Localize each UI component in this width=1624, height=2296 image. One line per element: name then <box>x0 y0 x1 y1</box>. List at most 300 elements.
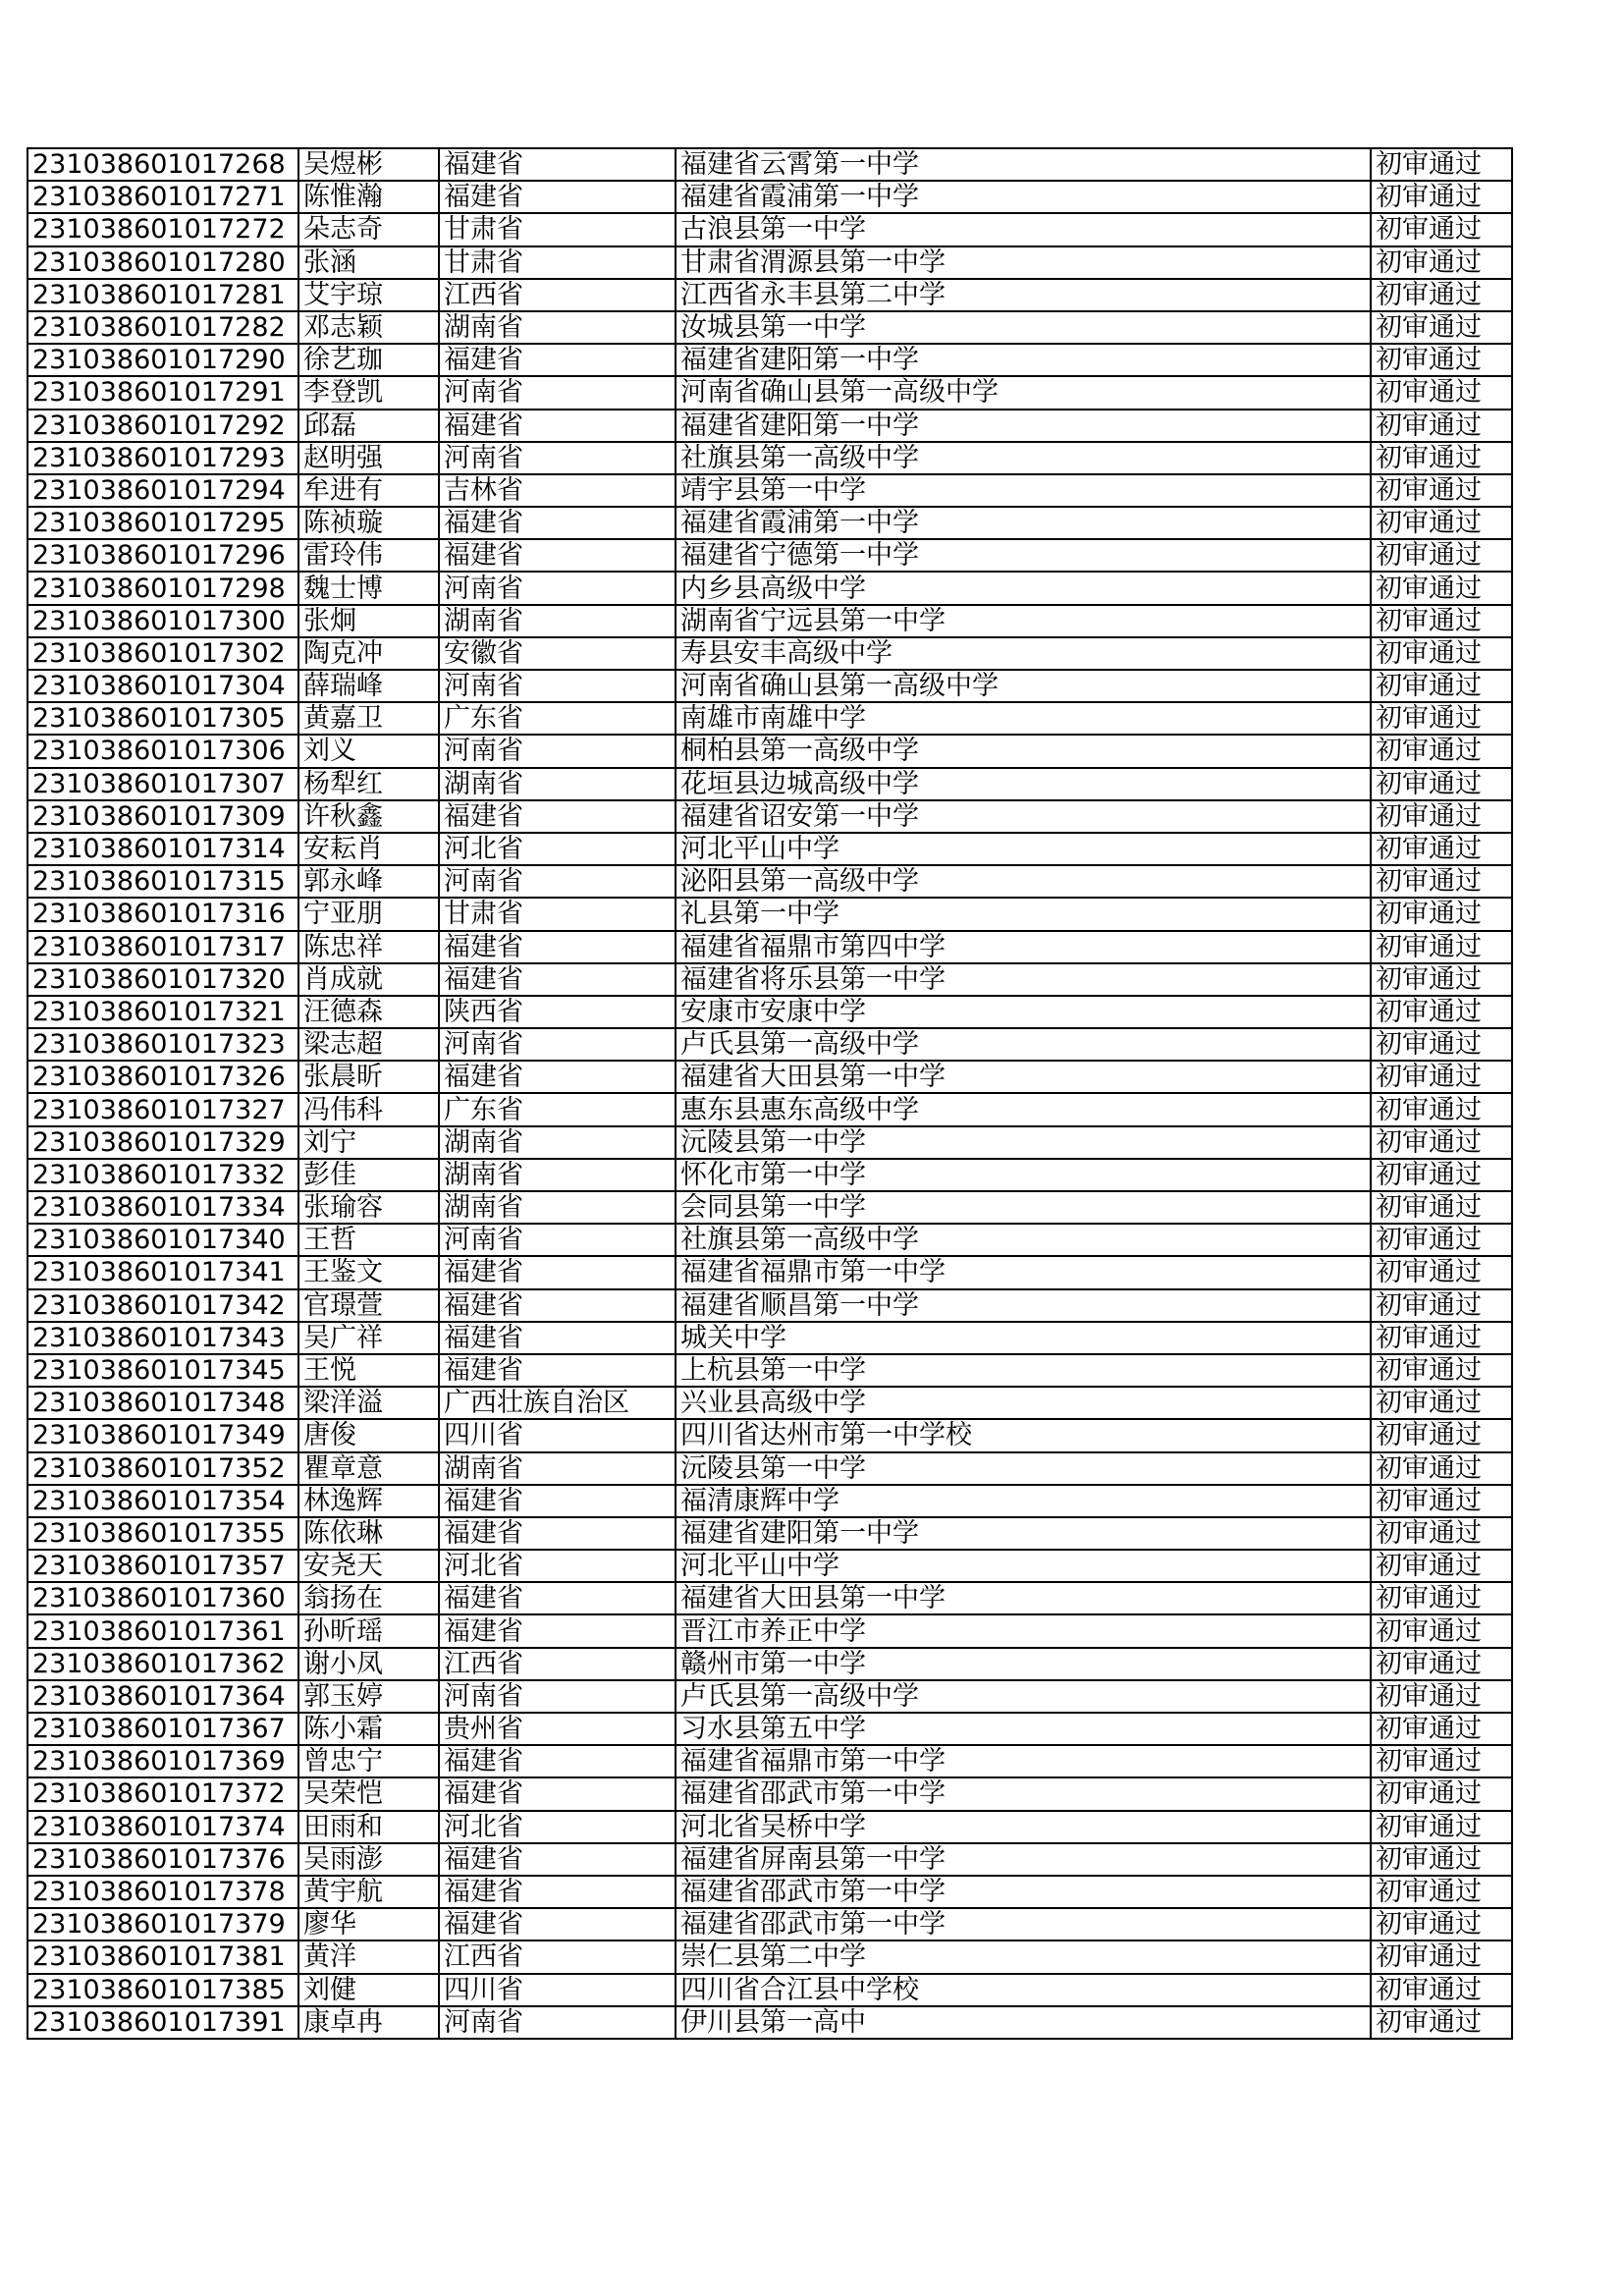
school-cell: 江西省永丰县第二中学 <box>676 279 1371 311</box>
status-cell: 初审通过 <box>1371 1908 1512 1941</box>
school-cell: 福建省霞浦第一中学 <box>676 181 1371 213</box>
province-cell: 湖南省 <box>439 311 676 344</box>
table-row <box>27 605 1526 637</box>
school-cell: 社旗县第一高级中学 <box>676 1224 1371 1256</box>
status-cell: 初审通过 <box>1371 279 1512 311</box>
school-cell: 社旗县第一高级中学 <box>676 442 1371 474</box>
applicant-id-cell: 231038601017305 <box>27 702 298 735</box>
name-cell: 廖华 <box>298 1908 439 1941</box>
applicant-id-cell: 231038601017315 <box>27 865 298 898</box>
applicant-id-cell: 231038601017341 <box>27 1256 298 1288</box>
table-row <box>27 474 1526 507</box>
school-cell: 福建省福鼎市第一中学 <box>676 1256 1371 1288</box>
empty-cell <box>1512 670 1526 702</box>
applicant-id-cell: 231038601017327 <box>27 1093 298 1125</box>
status-cell: 初审通过 <box>1371 865 1512 898</box>
name-cell: 王鉴文 <box>298 1256 439 1288</box>
table-row <box>27 1387 1526 1419</box>
name-cell: 安耘肖 <box>298 833 439 865</box>
name-cell: 肖成就 <box>298 963 439 996</box>
school-cell: 河南省确山县第一高级中学 <box>676 376 1371 409</box>
school-cell: 河北省吴桥中学 <box>676 1811 1371 1843</box>
province-cell: 河南省 <box>439 1224 676 1256</box>
province-cell: 广东省 <box>439 1093 676 1125</box>
province-cell: 福建省 <box>439 1614 676 1647</box>
applicant-id-cell: 231038601017391 <box>27 2006 298 2039</box>
status-cell: 初审通过 <box>1371 1485 1512 1517</box>
table-row <box>27 1224 1526 1256</box>
school-cell: 沅陵县第一中学 <box>676 1452 1371 1485</box>
table-row <box>27 279 1526 311</box>
status-cell: 初审通过 <box>1371 1093 1512 1125</box>
applicant-id-cell: 231038601017281 <box>27 279 298 311</box>
empty-cell <box>1512 148 1526 181</box>
empty-cell <box>1512 1159 1526 1191</box>
empty-cell <box>1512 376 1526 409</box>
school-cell: 福建省邵武市第一中学 <box>676 1876 1371 1908</box>
status-cell: 初审通过 <box>1371 1941 1512 1973</box>
applicant-id-cell: 231038601017352 <box>27 1452 298 1485</box>
school-cell: 湖南省宁远县第一中学 <box>676 605 1371 637</box>
school-cell: 福建省宁德第一中学 <box>676 539 1371 572</box>
status-cell: 初审通过 <box>1371 181 1512 213</box>
school-cell: 兴业县高级中学 <box>676 1387 1371 1419</box>
applicant-id-cell: 231038601017316 <box>27 898 298 930</box>
school-cell: 福建省建阳第一中学 <box>676 410 1371 442</box>
table-row <box>27 768 1526 800</box>
name-cell: 刘宁 <box>298 1126 439 1159</box>
table-row <box>27 1256 1526 1288</box>
status-cell: 初审通过 <box>1371 1745 1512 1777</box>
name-cell: 田雨和 <box>298 1811 439 1843</box>
table-row <box>27 1713 1526 1745</box>
table-row <box>27 898 1526 930</box>
school-cell: 河南省确山县第一高级中学 <box>676 670 1371 702</box>
empty-cell <box>1512 474 1526 507</box>
province-cell: 甘肃省 <box>439 213 676 246</box>
empty-cell <box>1512 1843 1526 1876</box>
status-cell: 初审通过 <box>1371 898 1512 930</box>
name-cell: 彭佳 <box>298 1159 439 1191</box>
applicant-id-cell: 231038601017292 <box>27 410 298 442</box>
name-cell: 黄嘉卫 <box>298 702 439 735</box>
status-cell: 初审通过 <box>1371 800 1512 833</box>
school-cell: 福建省福鼎市第一中学 <box>676 1745 1371 1777</box>
applicant-id-cell: 231038601017298 <box>27 572 298 604</box>
school-cell: 福建省邵武市第一中学 <box>676 1908 1371 1941</box>
school-cell: 福建省福鼎市第四中学 <box>676 931 1371 963</box>
school-cell: 甘肃省渭源县第一中学 <box>676 246 1371 279</box>
status-cell: 初审通过 <box>1371 376 1512 409</box>
status-cell: 初审通过 <box>1371 1614 1512 1647</box>
school-cell: 南雄市南雄中学 <box>676 702 1371 735</box>
province-cell: 河南省 <box>439 572 676 604</box>
name-cell: 林逸辉 <box>298 1485 439 1517</box>
province-cell: 河南省 <box>439 442 676 474</box>
empty-cell <box>1512 1485 1526 1517</box>
table-row <box>27 963 1526 996</box>
table-row <box>27 539 1526 572</box>
applicant-id-cell: 231038601017357 <box>27 1550 298 1582</box>
name-cell: 冯伟科 <box>298 1093 439 1125</box>
school-cell: 福建省大田县第一中学 <box>676 1582 1371 1614</box>
name-cell: 陈惟瀚 <box>298 181 439 213</box>
table-row <box>27 344 1526 376</box>
table-row <box>27 507 1526 539</box>
applicant-id-cell: 231038601017296 <box>27 539 298 572</box>
school-cell: 卢氏县第一高级中学 <box>676 1680 1371 1713</box>
empty-cell <box>1512 442 1526 474</box>
table-row <box>27 1061 1526 1093</box>
status-cell: 初审通过 <box>1371 1159 1512 1191</box>
empty-cell <box>1512 1452 1526 1485</box>
status-cell: 初审通过 <box>1371 410 1512 442</box>
name-cell: 唐俊 <box>298 1419 439 1451</box>
status-cell: 初审通过 <box>1371 1419 1512 1451</box>
applicant-id-cell: 231038601017320 <box>27 963 298 996</box>
table-row <box>27 1680 1526 1713</box>
school-cell: 福建省诏安第一中学 <box>676 800 1371 833</box>
applicant-id-cell: 231038601017291 <box>27 376 298 409</box>
province-cell: 福建省 <box>439 1745 676 1777</box>
table-row <box>27 1322 1526 1354</box>
province-cell: 广东省 <box>439 702 676 735</box>
table-row <box>27 442 1526 474</box>
table-row <box>27 246 1526 279</box>
applicant-id-cell: 231038601017376 <box>27 1843 298 1876</box>
name-cell: 刘义 <box>298 735 439 767</box>
school-cell: 赣州市第一中学 <box>676 1648 1371 1680</box>
empty-cell <box>1512 702 1526 735</box>
empty-cell <box>1512 1093 1526 1125</box>
applicant-id-cell: 231038601017294 <box>27 474 298 507</box>
applicant-id-cell: 231038601017379 <box>27 1908 298 1941</box>
empty-cell <box>1512 1322 1526 1354</box>
empty-cell <box>1512 1387 1526 1419</box>
name-cell: 薛瑞峰 <box>298 670 439 702</box>
status-cell: 初审通过 <box>1371 1191 1512 1224</box>
applicant-id-cell: 231038601017282 <box>27 311 298 344</box>
table-row <box>27 1550 1526 1582</box>
table-row <box>27 1159 1526 1191</box>
status-cell: 初审通过 <box>1371 735 1512 767</box>
province-cell: 河南省 <box>439 865 676 898</box>
province-cell: 福建省 <box>439 181 676 213</box>
province-cell: 福建省 <box>439 539 676 572</box>
province-cell: 福建省 <box>439 1843 676 1876</box>
name-cell: 邓志颖 <box>298 311 439 344</box>
table-row <box>27 1811 1526 1843</box>
applicant-id-cell: 231038601017268 <box>27 148 298 181</box>
school-cell: 会同县第一中学 <box>676 1191 1371 1224</box>
province-cell: 湖南省 <box>439 768 676 800</box>
name-cell: 邱磊 <box>298 410 439 442</box>
province-cell: 甘肃省 <box>439 898 676 930</box>
status-cell: 初审通过 <box>1371 442 1512 474</box>
status-cell: 初审通过 <box>1371 1256 1512 1288</box>
province-cell: 福建省 <box>439 1908 676 1941</box>
province-cell: 湖南省 <box>439 1452 676 1485</box>
province-cell: 河南省 <box>439 376 676 409</box>
school-cell: 四川省合江县中学校 <box>676 1974 1371 2006</box>
status-cell: 初审通过 <box>1371 1126 1512 1159</box>
province-cell: 河北省 <box>439 1550 676 1582</box>
school-cell: 福建省大田县第一中学 <box>676 1061 1371 1093</box>
status-cell: 初审通过 <box>1371 996 1512 1028</box>
school-cell: 城关中学 <box>676 1322 1371 1354</box>
empty-cell <box>1512 1191 1526 1224</box>
name-cell: 吴荣恺 <box>298 1777 439 1810</box>
name-cell: 陈忠祥 <box>298 931 439 963</box>
applicant-id-cell: 231038601017345 <box>27 1354 298 1387</box>
empty-cell <box>1512 1028 1526 1061</box>
school-cell: 福建省霞浦第一中学 <box>676 507 1371 539</box>
empty-cell <box>1512 1745 1526 1777</box>
name-cell: 陈依琳 <box>298 1517 439 1550</box>
province-cell: 湖南省 <box>439 1159 676 1191</box>
province-cell: 福建省 <box>439 344 676 376</box>
province-cell: 四川省 <box>439 1419 676 1451</box>
status-cell: 初审通过 <box>1371 1648 1512 1680</box>
table-row <box>27 1028 1526 1061</box>
applicant-id-cell: 231038601017367 <box>27 1713 298 1745</box>
empty-cell <box>1512 1680 1526 1713</box>
applicant-id-cell: 231038601017361 <box>27 1614 298 1647</box>
province-cell: 河南省 <box>439 1028 676 1061</box>
name-cell: 张瑜容 <box>298 1191 439 1224</box>
table-row <box>27 1093 1526 1125</box>
status-cell: 初审通过 <box>1371 1582 1512 1614</box>
name-cell: 牟进有 <box>298 474 439 507</box>
table-row <box>27 1289 1526 1322</box>
empty-cell <box>1512 181 1526 213</box>
applicant-id-cell: 231038601017349 <box>27 1419 298 1451</box>
table-row <box>27 1843 1526 1876</box>
province-cell: 甘肃省 <box>439 246 676 279</box>
province-cell: 福建省 <box>439 507 676 539</box>
applicant-id-cell: 231038601017334 <box>27 1191 298 1224</box>
empty-cell <box>1512 996 1526 1028</box>
name-cell: 王哲 <box>298 1224 439 1256</box>
name-cell: 孙昕瑶 <box>298 1614 439 1647</box>
school-cell: 泌阳县第一高级中学 <box>676 865 1371 898</box>
status-cell: 初审通过 <box>1371 1974 1512 2006</box>
status-cell: 初审通过 <box>1371 474 1512 507</box>
school-cell: 伊川县第一高中 <box>676 2006 1371 2039</box>
empty-cell <box>1512 213 1526 246</box>
school-cell: 沅陵县第一中学 <box>676 1126 1371 1159</box>
table-row <box>27 833 1526 865</box>
province-cell: 贵州省 <box>439 1713 676 1745</box>
applicant-id-cell: 231038601017374 <box>27 1811 298 1843</box>
name-cell: 官璟萱 <box>298 1289 439 1322</box>
empty-cell <box>1512 800 1526 833</box>
empty-cell <box>1512 833 1526 865</box>
status-cell: 初审通过 <box>1371 246 1512 279</box>
empty-cell <box>1512 507 1526 539</box>
empty-cell <box>1512 605 1526 637</box>
table-row <box>27 311 1526 344</box>
name-cell: 康卓冉 <box>298 2006 439 2039</box>
table-row <box>27 1191 1526 1224</box>
empty-cell <box>1512 1941 1526 1973</box>
empty-cell <box>1512 1550 1526 1582</box>
school-cell: 福建省建阳第一中学 <box>676 1517 1371 1550</box>
table-row <box>27 670 1526 702</box>
applicant-id-cell: 231038601017378 <box>27 1876 298 1908</box>
name-cell: 宁亚朋 <box>298 898 439 930</box>
applicant-id-cell: 231038601017272 <box>27 213 298 246</box>
applicant-id-cell: 231038601017369 <box>27 1745 298 1777</box>
school-cell: 福建省云霄第一中学 <box>676 148 1371 181</box>
empty-cell <box>1512 572 1526 604</box>
applicant-id-cell: 231038601017340 <box>27 1224 298 1256</box>
province-cell: 河南省 <box>439 1680 676 1713</box>
name-cell: 刘健 <box>298 1974 439 2006</box>
empty-cell <box>1512 1974 1526 2006</box>
empty-cell <box>1512 1908 1526 1941</box>
empty-cell <box>1512 1289 1526 1322</box>
empty-cell <box>1512 637 1526 670</box>
province-cell: 福建省 <box>439 1485 676 1517</box>
applicant-id-cell: 231038601017326 <box>27 1061 298 1093</box>
applicant-id-cell: 231038601017372 <box>27 1777 298 1810</box>
province-cell: 河北省 <box>439 833 676 865</box>
applicant-id-cell: 231038601017317 <box>27 931 298 963</box>
status-cell: 初审通过 <box>1371 1777 1512 1810</box>
applicant-id-cell: 231038601017348 <box>27 1387 298 1419</box>
name-cell: 陶克冲 <box>298 637 439 670</box>
school-cell: 习水县第五中学 <box>676 1713 1371 1745</box>
applicant-id-cell: 231038601017271 <box>27 181 298 213</box>
applicant-id-cell: 231038601017290 <box>27 344 298 376</box>
table-row <box>27 1485 1526 1517</box>
school-cell: 靖宇县第一中学 <box>676 474 1371 507</box>
province-cell: 安徽省 <box>439 637 676 670</box>
status-cell: 初审通过 <box>1371 605 1512 637</box>
province-cell: 福建省 <box>439 963 676 996</box>
status-cell: 初审通过 <box>1371 637 1512 670</box>
status-cell: 初审通过 <box>1371 670 1512 702</box>
status-cell: 初审通过 <box>1371 931 1512 963</box>
school-cell: 礼县第一中学 <box>676 898 1371 930</box>
status-cell: 初审通过 <box>1371 213 1512 246</box>
school-cell: 内乡县高级中学 <box>676 572 1371 604</box>
empty-cell <box>1512 410 1526 442</box>
status-cell: 初审通过 <box>1371 2006 1512 2039</box>
school-cell: 卢氏县第一高级中学 <box>676 1028 1371 1061</box>
name-cell: 汪德森 <box>298 996 439 1028</box>
school-cell: 惠东县惠东高级中学 <box>676 1093 1371 1125</box>
review-results-table <box>27 147 1526 2040</box>
applicant-id-cell: 231038601017342 <box>27 1289 298 1322</box>
table-row <box>27 1974 1526 2006</box>
school-cell: 河北平山中学 <box>676 1550 1371 1582</box>
table-row <box>27 1876 1526 1908</box>
name-cell: 郭玉婷 <box>298 1680 439 1713</box>
status-cell: 初审通过 <box>1371 344 1512 376</box>
empty-cell <box>1512 1061 1526 1093</box>
name-cell: 黄洋 <box>298 1941 439 1973</box>
status-cell: 初审通过 <box>1371 963 1512 996</box>
table-row <box>27 148 1526 181</box>
province-cell: 江西省 <box>439 1648 676 1680</box>
province-cell: 福建省 <box>439 931 676 963</box>
applicant-id-cell: 231038601017307 <box>27 768 298 800</box>
empty-cell <box>1512 1713 1526 1745</box>
name-cell: 曾忠宁 <box>298 1745 439 1777</box>
applicant-id-cell: 231038601017385 <box>27 1974 298 2006</box>
province-cell: 福建省 <box>439 1517 676 1550</box>
province-cell: 江西省 <box>439 1941 676 1973</box>
school-cell: 汝城县第一中学 <box>676 311 1371 344</box>
applicant-id-cell: 231038601017300 <box>27 605 298 637</box>
name-cell: 朵志奇 <box>298 213 439 246</box>
province-cell: 福建省 <box>439 410 676 442</box>
table-row <box>27 2006 1526 2039</box>
school-cell: 福建省屏南县第一中学 <box>676 1843 1371 1876</box>
status-cell: 初审通过 <box>1371 1061 1512 1093</box>
name-cell: 安尧天 <box>298 1550 439 1582</box>
school-cell: 上杭县第一中学 <box>676 1354 1371 1387</box>
table-row <box>27 637 1526 670</box>
table-row <box>27 931 1526 963</box>
applicant-id-cell: 231038601017355 <box>27 1517 298 1550</box>
status-cell: 初审通过 <box>1371 1811 1512 1843</box>
status-cell: 初审通过 <box>1371 1843 1512 1876</box>
province-cell: 湖南省 <box>439 1191 676 1224</box>
status-cell: 初审通过 <box>1371 1224 1512 1256</box>
school-cell: 四川省达州市第一中学校 <box>676 1419 1371 1451</box>
empty-cell <box>1512 898 1526 930</box>
name-cell: 郭永峰 <box>298 865 439 898</box>
school-cell: 福建省将乐县第一中学 <box>676 963 1371 996</box>
table-row <box>27 996 1526 1028</box>
province-cell: 福建省 <box>439 1876 676 1908</box>
empty-cell <box>1512 1582 1526 1614</box>
table-row <box>27 1517 1526 1550</box>
status-cell: 初审通过 <box>1371 1517 1512 1550</box>
name-cell: 陈祯璇 <box>298 507 439 539</box>
school-cell: 怀化市第一中学 <box>676 1159 1371 1191</box>
applicant-id-cell: 231038601017302 <box>27 637 298 670</box>
empty-cell <box>1512 311 1526 344</box>
table-row <box>27 1614 1526 1647</box>
name-cell: 雷玲伟 <box>298 539 439 572</box>
applicant-id-cell: 231038601017293 <box>27 442 298 474</box>
status-cell: 初审通过 <box>1371 1876 1512 1908</box>
status-cell: 初审通过 <box>1371 1322 1512 1354</box>
status-cell: 初审通过 <box>1371 1452 1512 1485</box>
province-cell: 福建省 <box>439 1354 676 1387</box>
empty-cell <box>1512 1419 1526 1451</box>
table-row <box>27 181 1526 213</box>
province-cell: 陕西省 <box>439 996 676 1028</box>
province-cell: 广西壮族自治区 <box>439 1387 676 1419</box>
empty-cell <box>1512 279 1526 311</box>
empty-cell <box>1512 2006 1526 2039</box>
empty-cell <box>1512 1256 1526 1288</box>
applicant-id-cell: 231038601017343 <box>27 1322 298 1354</box>
table-row <box>27 1452 1526 1485</box>
empty-cell <box>1512 1811 1526 1843</box>
empty-cell <box>1512 865 1526 898</box>
empty-cell <box>1512 1648 1526 1680</box>
name-cell: 许秋鑫 <box>298 800 439 833</box>
name-cell: 张晨昕 <box>298 1061 439 1093</box>
school-cell: 桐柏县第一高级中学 <box>676 735 1371 767</box>
province-cell: 福建省 <box>439 148 676 181</box>
